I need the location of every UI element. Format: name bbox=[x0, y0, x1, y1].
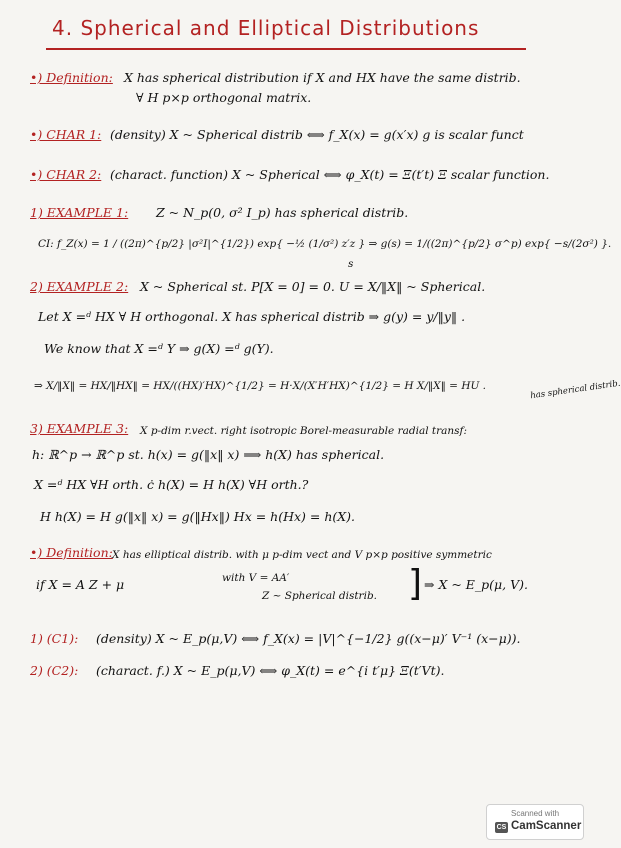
example1-label: 1) EXAMPLE 1: bbox=[30, 205, 129, 220]
char1-text: (density) X ~ Spherical distrib ⟺ f_X(x) = g(x′x) g is scalar funct bbox=[110, 127, 524, 142]
example2-line-3: We know that X =ᵈ Y ⇒ g(X) =ᵈ g(Y). bbox=[44, 341, 274, 356]
example2-line-2: Let X =ᵈ HX ∀ H orthogonal. X has spherical distrib ⇒ g(y) = y/‖y‖ . bbox=[38, 309, 466, 324]
example3-line-2: h: ℝ^p → ℝ^p st. h(x) = g(‖x‖ x) ⟹ h(X) has spherical. bbox=[32, 447, 385, 462]
example3-label: 3) EXAMPLE 3: bbox=[30, 421, 129, 436]
example3-line-4: H h(X) = H g(‖x‖ x) = g(‖Hx‖) Hx = h(Hx) = h(X). bbox=[40, 509, 356, 524]
example2-line-1: X ~ Spherical st. P[X = 0] = 0. U = X/‖X‖ ~ Spherical. bbox=[140, 279, 486, 294]
page-title: 4. Spherical and Elliptical Distributions bbox=[52, 16, 480, 40]
c2-text: (charact. f.) X ~ E_p(μ,V) ⟺ φ_X(t) = e^{i t′μ} Ξ(t′Vt). bbox=[96, 663, 445, 678]
right-bracket: ] bbox=[408, 563, 423, 604]
example3-line-3: X =ᵈ HX ∀H orth. ċ h(X) = H h(X) ∀H orth.? bbox=[34, 477, 309, 492]
definition-label: •) Definition: bbox=[30, 70, 113, 85]
char2-text: (charact. function) X ~ Spherical ⟺ φ_X(t) = Ξ(t′t) Ξ scalar function. bbox=[110, 167, 550, 182]
camscanner-logo-icon: CS bbox=[496, 824, 507, 831]
definition-line-2: ∀ H p×p orthogonal matrix. bbox=[136, 90, 312, 105]
definition2-line-1: X has elliptical distrib. with μ p-dim vect and V p×p positive symmetric bbox=[112, 549, 492, 561]
example2-note: has spherical distrib. bbox=[529, 378, 621, 402]
example3-line-1: X p-dim r.vect. right isotropic Borel-measurable radial transf: bbox=[140, 425, 467, 437]
definition2-result: ⇒ X ~ E_p(μ, V). bbox=[424, 577, 528, 592]
example2-label: 2) EXAMPLE 2: bbox=[30, 279, 129, 294]
definition-line-1: X has spherical distribution if X and HX have the same distrib. bbox=[124, 70, 521, 85]
c1-text: (density) X ~ E_p(μ,V) ⟺ f_X(x) = |V|^{−1/2} g((x−μ)′ V⁻¹ (x−μ)). bbox=[96, 631, 521, 646]
definition2-label: •) Definition: bbox=[30, 545, 113, 560]
example1-s-label: s bbox=[348, 258, 354, 270]
example1-line-1: Z ~ N_p(0, σ² I_p) has spherical distrib. bbox=[156, 205, 409, 220]
example1-line-2: CI: f_Z(x) = 1 / ((2π)^{p/2} |σ²I|^{1/2}) exp{ −½ (1/σ²) z′z } ⇒ g(s) = 1/((2π)^{p/2} σ^p) exp{ −s/(2σ²) }. bbox=[38, 238, 612, 250]
example2-line-4: ⇒ X/‖X‖ = HX/‖HX‖ = HX/((HX)′HX)^{1/2} = H·X/(X′H′HX)^{1/2} = H X/‖X‖ = HU . bbox=[34, 380, 487, 392]
camscanner-badge bbox=[486, 804, 584, 840]
char1-label: •) CHAR 1: bbox=[30, 127, 102, 142]
c1-label: 1) (C1): bbox=[30, 631, 79, 646]
definition2-with-1: with V = AA′ bbox=[222, 572, 290, 584]
char2-label: •) CHAR 2: bbox=[30, 167, 102, 182]
definition2-if: if X = A Z + μ bbox=[36, 577, 125, 592]
badge-brand: CamScanner bbox=[511, 820, 582, 832]
title-underline bbox=[46, 48, 526, 50]
c2-label: 2) (C2): bbox=[30, 663, 79, 678]
badge-caption: Scanned with bbox=[510, 809, 560, 818]
definition2-with-2: Z ~ Spherical distrib. bbox=[262, 590, 377, 602]
